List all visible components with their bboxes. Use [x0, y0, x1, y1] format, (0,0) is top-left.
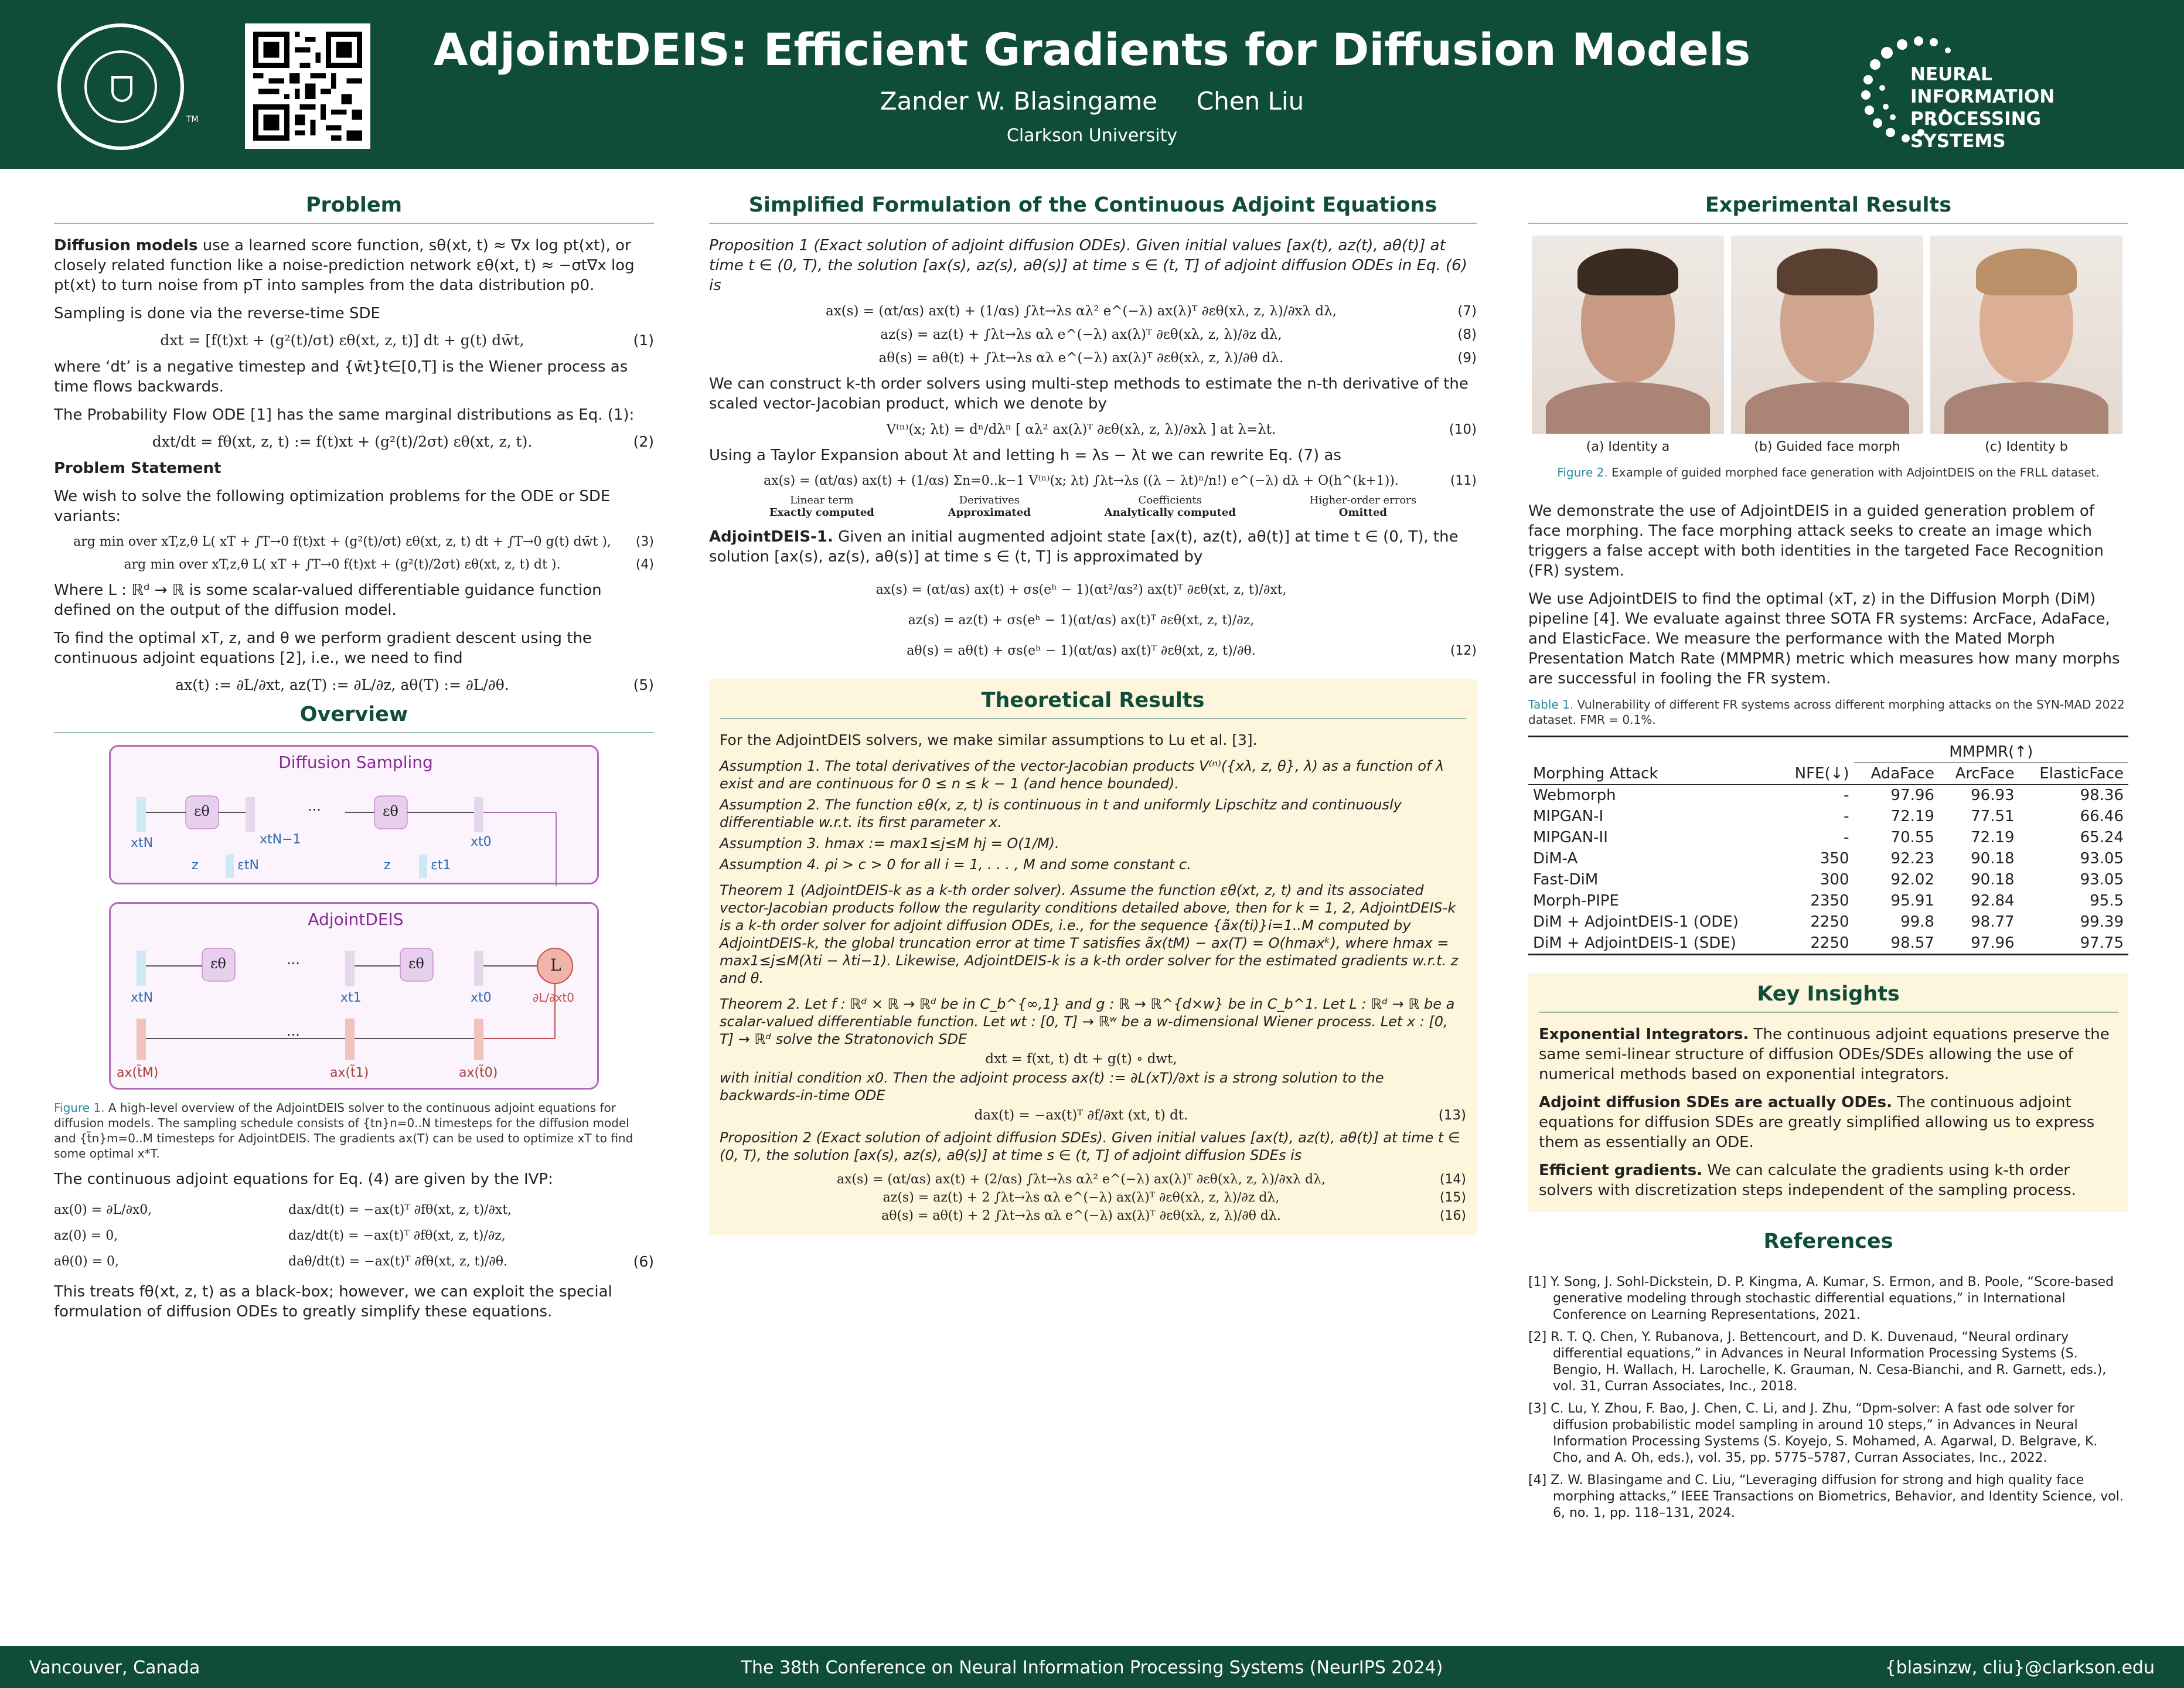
table-cell: 92.23 [1890, 850, 1934, 867]
section-title-overview: Overview [54, 703, 654, 733]
problem-guidance: Where L : ℝᵈ → ℝ is some scalar-valued differentiable guidance function defined on the output of the diffusion model. [54, 581, 602, 619]
footer-email[interactable]: {blasinzw, cliu}@clarkson.edu [1885, 1658, 2155, 1678]
theorem-2-cont: with initial condition x0. Then the adjoint process ax(t) := ∂L(xT)/∂xt is a strong solution to the backwards-in-time ODE [720, 1070, 1384, 1104]
poster-title: AdjointDEIS: Efficient Gradients for Diffusion Models [433, 23, 1751, 76]
table-cell: 65.24 [2080, 829, 2124, 846]
table-1-caption: Table 1. Vulnerability of different FR systems across different morphing attacks on the SYN-MAD 2022 dataset. FMR = 0.1%. [1528, 697, 2125, 727]
experiments-intro: We demonstrate the use of AdjointDEIS in a guided generation problem of face morphing. The face morphing attack seeks to create an image which triggers a false accept with both identities in the targeted Face Recognition (FR) system. [1528, 502, 2104, 580]
table-cell: DiM-A [1533, 850, 1578, 867]
problem-sampling: Sampling is done via the reverse-time SDE [54, 305, 380, 322]
table-cell: Fast-DiM [1533, 871, 1599, 889]
reference-list [1528, 1274, 2128, 1522]
table-cell: 93.05 [2080, 850, 2124, 867]
reference-item: [4] Z. W. Blasingame and C. Liu, “Leveraging diffusion for strong and high quality face morphing attacks,” IEEE Transactions on Biometrics, Behavior, and Identity Science, vol. 6, no. 1, pp. 118–131, 2024. [1528, 1473, 2124, 1520]
table-cell: 97.75 [2080, 934, 2124, 952]
assumption-3: Assumption 3. hmax := max1≤j≤M hj = O(1/M). [720, 835, 1059, 852]
table-cell: 2250 [1810, 934, 1849, 952]
table-cell: 70.55 [1890, 829, 1934, 846]
insight-3: Efficient gradients. We can calculate the gradients using k-th order solvers with discretization steps independent of the sampling process. [1539, 1162, 2076, 1199]
theorem-1: Theorem 1 (AdjointDEIS-k as a k-th order solver). Assume the function εθ(xt, z, t) and its associated vector-Jacobian products follow the regularity conditions detailed above, then for k = 1, 2, AdjointDEIS-k is a k-th order solver for adjoint diffusion ODEs, i.e., for the sequence {ãx(ti)}i=1..M computed by AdjointDEIS-k, the global truncation error at time T satisfies ãx(tM) − ax(T) = O(hmaxᵏ), where hmax = max1≤j≤M(λti − λti−1). Likewise, AdjointDEIS-k is a k-th order solver for the estimated gradients w.r.t. z and θ. [720, 882, 1459, 986]
table-cell: 72.19 [1890, 808, 1934, 825]
reference-item: [3] C. Lu, Y. Zhou, F. Bao, J. Chen, C. Li, and J. Zhu, “Dpm-solver: A fast ode solver for diffusion probabilistic model sampling in around 10 steps,” in Advances in Neural Information Processing Systems (S. Koyejo, S. Mohamed, A. Agarwal, D. Belgrave, K. Cho, and A. Oh, eds.), vol. 35, pp. 5775–5787, Curran Associates, Inc., 2022. [1528, 1401, 2098, 1465]
problem-statement-text: We wish to solve the following optimization problems for the ODE or SDE variants: [54, 488, 611, 525]
equation-6: ax(0) = ∂L/∂x0, dax/dt(t) = −ax(t)ᵀ ∂fθ(xt, z, t)/∂xt, az(0) = 0, daz/dt(t) = −ax(t)ᵀ ∂fθ(xt, z, t)/∂z, aθ(0) = 0, daθ/dt(t) = −ax(t)ᵀ ∂fθ(xt, z, t)/∂θ. (6) [54, 1203, 654, 1270]
theorem-2: Theorem 2. Let f : ℝᵈ × ℝ → ℝᵈ be in C_b^{∞,1} and g : ℝ → ℝ^{d×w} be in C_b^1. Let L : ℝᵈ → ℝ be a scalar-valued differentiable function. Let wt : [0, T] → ℝʷ be a w-dimensional Wiener process. Let x : [0, T] → ℝᵈ solve the Stratonovich SDE [720, 996, 1455, 1047]
section-title-insights: Key Insights [1539, 982, 2118, 1013]
table-body [1528, 785, 2128, 955]
neurips-logo-text: NEURAL INFORMATION PROCESSING SYSTEMS [1910, 64, 2055, 152]
problem-gradient: To find the optimal xT, z, and θ we perform gradient descent using the continuous adjoint equations [2], i.e., we need to find [54, 629, 592, 667]
table-row [1528, 806, 2128, 827]
face-identity-a [1532, 236, 1724, 434]
table-cell: - [1844, 808, 1849, 825]
equation-3: arg min over xT,z,θ L( xT + ∫T→0 f(t)xt + (g²(t)/σt) εθ(xt, z, t) dt + ∫T→0 g(t) dw̄t ), (3) [73, 535, 654, 549]
table-cell: 99.39 [2080, 913, 2124, 931]
trademark-mark: TM [186, 115, 199, 124]
table-cell: 92.02 [1890, 871, 1934, 889]
key-insights-box [1528, 973, 2128, 1212]
shield-icon [111, 76, 132, 102]
section-title-references: References [1763, 1230, 1893, 1253]
section-title-problem: Problem [54, 193, 654, 224]
assumption-4: Assumption 4. ρi > c > 0 for all i = 1, . . . , M and some constant c. [720, 856, 1191, 873]
equation-14: ax(s) = (αt/αs) ax(t) + (2/αs) ∫λt→λs αλ² e^(−λ) ax(λ)ᵀ ∂εθ(xλ, z, λ)/∂xλ dλ, (14) [836, 1172, 1466, 1187]
equation-10: V⁽ⁿ⁾(x; λt) = dⁿ/dλⁿ [ αλ² ax(λ)ᵀ ∂εθ(xλ, z, λ)/∂xλ ] at λ=λt. (10) [886, 422, 1477, 437]
black-box-text: This treats fθ(xt, z, t) as a black-box; however, we can exploit the special formulation of diffusion ODEs to greatly simplify these equations. [54, 1283, 612, 1321]
equation-11-braces: Linear term Exactly computed Derivatives Approximated Coefficients Analytically computed Higher-order errors Omitted [769, 494, 1417, 519]
table-cell: 90.18 [1971, 871, 2015, 889]
figure-2-subcaptions: (a) Identity a (b) Guided face morph (c) Identity b [1586, 440, 2068, 454]
table-cell: 93.05 [2080, 871, 2124, 889]
face-identity-b [1930, 236, 2122, 434]
footer-conference: The 38th Conference on Neural Information Processing Systems (NeurIPS 2024) [741, 1658, 1443, 1678]
solver-construction: We can construct k-th order solvers using multi-step methods to estimate the n-th derivative of the scaled vector-Jacobian product, which we denote by [709, 375, 1469, 413]
equation-5: ax(t) := ∂L/∂xt, az(T) := ∂L/∂z, aθ(T) := ∂L/∂θ. (5) [175, 676, 654, 693]
table-cell: 97.96 [1890, 787, 1934, 804]
table-header-row: Morphing Attack NFE(↓) AdaFace ArcFace ElasticFace [1528, 763, 2128, 785]
table-row [1528, 869, 2128, 890]
table-cell: 97.96 [1971, 934, 2015, 952]
table-cell: Webmorph [1533, 787, 1616, 804]
clarkson-seal-logo [57, 23, 184, 150]
equation-12: ax(s) = (αt/αs) ax(t) + σs(eʰ − 1)(αt²/αs²) ax(t)ᵀ ∂εθ(xt, z, t)/∂xt, az(s) = az(t) + σs(eʰ − 1)(αt/αs) ax(t)ᵀ ∂εθ(xt, z, t)/∂z, aθ(s) = aθ(t) + σs(eʰ − 1)(αt/αs) ax(t)ᵀ ∂εθ(xt, z, t)/∂θ. (12) [875, 583, 1477, 658]
assumption-1: Assumption 1. The total derivatives of the vector-Jacobian products V⁽ⁿ⁾({xλ, z, θ}, λ) as a function of λ exist and are continuous for 0 ≤ n ≤ k − 1 (and hence bounded). [720, 758, 1444, 792]
section-title-theory: Theoretical Results [720, 689, 1466, 719]
table-cell: 300 [1820, 871, 1849, 889]
table-cell: 98.57 [1890, 934, 1934, 952]
equation-11: ax(s) = (αt/αs) ax(t) + (1/αs) Σn=0..k−1 V⁽ⁿ⁾(x; λt) ∫λt→λs ((λ − λt)ⁿ/n!) e^(−λ) dλ + O(h^(k+1)). (11) [764, 474, 1477, 488]
equation-sde: dxt = f(xt, t) dt + g(t) ∘ dwt, [985, 1051, 1177, 1067]
table-cell: 2350 [1810, 892, 1849, 910]
table-cell: 98.36 [2080, 787, 2124, 804]
table-cell: 2250 [1810, 913, 1849, 931]
problem-where: where ‘dt’ is a negative timestep and {w̄t}t∈[0,T] is the Wiener process as time flows backwards. [54, 358, 628, 396]
table-cell: 92.84 [1971, 892, 2015, 910]
proposition-2: Proposition 2 (Exact solution of adjoint diffusion SDEs). Given initial values [ax(t), az(t), aθ(t)] at time t ∈ (0, T), the solution [ax(s), az(s), aθ(s)] at time s ∈ (t, T] of adjoint diffusion SDEs is [720, 1129, 1460, 1163]
experiments-method: We use AdjointDEIS to find the optimal (xT, z) in the Diffusion Morph (DiM) pipeline [4]. We evaluate against three SOTA FR systems: ArcFace, AdaFace, and ElasticFace. We measure the performance with the Mated Morph Presentation Match Rate (MMPMR) metric which measures how many morphs are successful in fooling the FR system. [1528, 590, 2120, 688]
equation-1: dxt = [f(t)xt + (g²(t)/σt) εθ(xt, z, t)] dt + g(t) dw̄t, (1) [160, 332, 654, 349]
insight-1: Exponential Integrators. The continuous adjoint equations preserve the same semi-linear structure of diffusion ODEs/SDEs allowing the use of numerical methods based on exponential integrators. [1539, 1026, 2110, 1083]
taylor-text: Using a Taylor Expansion about λt and letting h = λs − λt we can rewrite Eq. (7) as [709, 447, 1341, 464]
table-cell: 95.91 [1890, 892, 1934, 910]
table-cell: 96.93 [1971, 787, 2015, 804]
table-cell: 95.5 [2090, 892, 2124, 910]
equation-2: dxt/dt = fθ(xt, z, t) := f(t)xt + (g²(t)/2σt) εθ(xt, z, t). (2) [152, 433, 654, 450]
table-cell: 90.18 [1971, 850, 2015, 867]
column-left [54, 193, 654, 1330]
table-cell: MIPGAN-I [1533, 808, 1604, 825]
table-cell: Morph-PIPE [1533, 892, 1619, 910]
table-row [1528, 848, 2128, 869]
figure-2 [1528, 236, 2128, 434]
diffusion-sampling-panel: Diffusion Sampling εθ εθ ··· xtN z εtN xtN−1 z εt1 xt0 [109, 745, 599, 884]
problem-intro: Diffusion models use a learned score function, sθ(xt, t) ≈ ∇x log pt(xt), or closely related function like a noise-prediction network εθ(xt, t) ≈ −σt∇x log pt(xt) to turn noise from pT into samples from the data distribution p0. [54, 237, 635, 294]
table-cell: - [1844, 787, 1849, 804]
section-title-experiments: Experimental Results [1528, 193, 2128, 224]
footer-location: Vancouver, Canada [29, 1658, 200, 1678]
affiliation: Clarkson University [1006, 125, 1178, 146]
table-cell: 77.51 [1971, 808, 2015, 825]
figure-1-caption: Figure 1. A high-level overview of the AdjointDEIS solver to the continuous adjoint equations for diffusion models. The sampling schedule consists of {tn}n=0..N timesteps for the diffusion model and {t̃n}m=0..M timesteps for AdjointDEIS. The gradients ax(T) can be used to optimize xT to find some optimal x*T. [54, 1101, 633, 1160]
problem-pf-ode: The Probability Flow ODE [1] has the same marginal distributions as Eq. (1): [54, 406, 635, 424]
table-cell: 72.19 [1971, 829, 2015, 846]
equation-16: aθ(s) = aθ(t) + 2 ∫λt→λs αλ e^(−λ) ax(λ)ᵀ ∂εθ(xλ, z, λ)/∂θ dλ. (16) [881, 1209, 1466, 1223]
equation-13: dax(t) = −ax(t)ᵀ ∂f/∂xt (xt, t) dt. (13) [974, 1108, 1466, 1123]
authors: Zander W. Blasingame Chen Liu [880, 87, 1304, 115]
qr-code[interactable] [245, 23, 370, 149]
problem-statement-title: Problem Statement [54, 460, 222, 477]
face-guided-morph [1731, 236, 1923, 434]
table-cell: - [1844, 829, 1849, 846]
adjointdeis-1-definition: AdjointDEIS-1. Given an initial augmented adjoint state [ax(t), az(t), aθ(t)] at time t ∈ (0, T), the solution [ax(s), az(s), aθ(s)] at time s ∈ (t, T] is approximated by [709, 528, 1459, 566]
table-row [1528, 933, 2128, 955]
equation-15: az(s) = az(t) + 2 ∫λt→λs αλ e^(−λ) ax(λ)ᵀ ∂εθ(xλ, z, λ)/∂z dλ, (15) [883, 1190, 1466, 1205]
poster-header [0, 0, 2184, 169]
proposition-1: Proposition 1 (Exact solution of adjoint diffusion ODEs). Given initial values [ax(t), az(t), aθ(t)] at time t ∈ (0, T), the solution [ax(s), az(s), aθ(s)] at time s ∈ (t, T] of adjoint diffusion ODEs in Eq. (6) is [709, 237, 1467, 294]
reference-item: [2] R. T. Q. Chen, Y. Rubanova, J. Bettencourt, and D. K. Duvenaud, “Neural ordinary differential equations,” in Advances in Neural Information Processing Systems (S. Bengio, H. Wallach, H. Larochelle, K. Grauman, N. Cesa-Bianchi, and R. Garnett, eds.), vol. 31, Curran Associates, Inc., 2018. [1528, 1330, 2107, 1394]
adjointdeis-panel: AdjointDEIS εθ εθ L ··· ··· xtN xt1 xt0 ∂L/∂xt0 ax(t̃M) ax(t̃1) ax(t̃0) [109, 902, 599, 1090]
table-row [1528, 785, 2128, 806]
poster-footer [0, 1646, 2184, 1688]
insight-2: Adjoint diffusion SDEs are actually ODEs. The continuous adjoint equations for diffusion SDEs are greatly simplified allowing us to express them as essentially an ODE. [1539, 1094, 2095, 1151]
table-cell: DiM + AdjointDEIS-1 (SDE) [1533, 934, 1736, 952]
equation-7: ax(s) = (αt/αs) ax(t) + (1/αs) ∫λt→λs αλ² e^(−λ) ax(λ)ᵀ ∂εθ(xλ, z, λ)/∂xλ dλ, (7) [826, 304, 1477, 319]
equation-9: aθ(s) = aθ(t) + ∫λt→λs αλ e^(−λ) ax(λ)ᵀ ∂εθ(xλ, z, λ)/∂θ dλ. (9) [878, 350, 1477, 366]
table-row [1528, 911, 2128, 933]
table-row [1528, 890, 2128, 911]
column-right [1528, 193, 2128, 1527]
table-cell: 350 [1820, 850, 1849, 867]
assumption-2: Assumption 2. The function εθ(x, z, t) is continuous in t and uniformly Lipschitz and continuously differentiable w.r.t. its first parameter x. [720, 797, 1402, 831]
diffusion-sampling-diagram [111, 747, 601, 886]
table-row [1528, 827, 2128, 848]
figure-2-caption: Figure 2. Example of guided morphed face generation with AdjointDEIS on the FRLL dataset. [1557, 465, 2100, 479]
equation-8: az(s) = az(t) + ∫λt→λs αλ e^(−λ) ax(λ)ᵀ ∂εθ(xλ, z, λ)/∂z dλ, (8) [880, 327, 1477, 342]
results-table: MMPMR(↑) Morphing Attack NFE(↓) AdaFace ArcFace ElasticFace Webmorph - 97.96 96.93 98.36 MIPGAN-I - 72.19 77.51 66.46 MIPGAN-II - 70.55 72.19 65.24 DiM-A 350 92.23 90.18 93.05 Fast-DiM 300 92.02 90.18 93.05 Morph-PIPE 2350 95.91 92.84 95.5 DiM + AdjointDEIS-1 (ODE) 2250 99.8 98.77 99.39 DiM + AdjointDEIS-1 (SDE) 2250 98.57 97.96 97.75 [1528, 736, 2128, 955]
table-cell: 66.46 [2080, 808, 2124, 825]
table-cell: MIPGAN-II [1533, 829, 1608, 846]
section-title-simplified: Simplified Formulation of the Continuous Adjoint Equations [709, 193, 1477, 224]
reference-item: [1] Y. Song, J. Sohl-Dickstein, D. P. Kingma, A. Kumar, S. Ermon, and B. Poole, “Score-based generative modeling through stochastic differential equations,” in International Conference on Learning Representations, 2021. [1528, 1275, 2114, 1322]
table-cell: 98.77 [1971, 913, 2015, 931]
equation-4: arg min over xT,z,θ L( xT + ∫T→0 f(t)xt + (g²(t)/2σt) εθ(xt, z, t) dt ). (4) [124, 557, 654, 572]
table-cell: 99.8 [1900, 913, 1934, 931]
table-cell: DiM + AdjointDEIS-1 (ODE) [1533, 913, 1739, 931]
figure-1 [109, 745, 599, 1104]
theoretical-results-box: Theoretical Results For the AdjointDEIS solvers, we make similar assumptions to Lu et al. [3]. Assumption 1. The total derivatives of the vector-Jacobian products V⁽ⁿ⁾({xλ, z, θ}, λ) as a function of λ exist and are continuous for 0 ≤ n ≤ k − 1 (and hence bounded). Assumption 2. The function εθ(x, z, t) is continuous in t and uniformly Lipschitz and continuously differentiable w.r.t. its first parameter x. Assumption 3. hmax := max1≤j≤M hj = O(1/M). Assumption 4. ρi > c > 0 for all i = 1, . . . , M and some constant c. Theorem 1 (AdjointDEIS-k as a k-th order solver). Assume the function εθ(xt, z, t) and its associated vector-Jacobian products follow the regularity conditions detailed above, then for k = 1, 2, AdjointDEIS-k is a k-th order solver for adjoint diffusion ODEs, i.e., for the sequence {ãx(ti)}i=1..M computed by AdjointDEIS-k, the global truncation error at time T satisfies ãx(tM) − ax(T) = O(hmaxᵏ), where hmax = max1≤j≤M(λti − λti−1). Likewise, AdjointDEIS-k is a k-th order solver for the estimated gradients w.r.t. z and θ. Theorem 2. Let f : ℝᵈ × ℝ → ℝᵈ be in C_b^{∞,1} and g : ℝ → ℝ^{d×w} be in C_b^1. Let L : ℝᵈ → ℝ be a scalar-valued differentiable function. Let wt : [0, T] → ℝʷ be a w-dimensional Wiener process. Let x : [0, T] → ℝᵈ solve the Stratonovich SDE dxt = f(xt, t) dt + g(t) ∘ dwt, with initial condition x0. Then the adjoint process ax(t) := ∂L(xT)/∂xt is a strong solution to the backwards-in-time ODE dax(t) = −ax(t)ᵀ ∂f/∂xt (xt, t) dt. (13) Proposition 2 (Exact solution of adjoint diffusion SDEs). Given initial values [ax(t), az(t), aθ(t)] at time t ∈ (0, T), the solution [ax(s), az(s), aθ(s)] at time s ∈ (t, T] of adjoint diffusion SDEs is ax(s) = (αt/αs) ax(t) + (2/αs) ∫λt→λs αλ² e^(−λ) ax(λ)ᵀ ∂εθ(xλ, z, λ)/∂xλ dλ, (14) az(s) = az(t) + 2 ∫λt→λs αλ e^(−λ) ax(λ)ᵀ ∂εθ(xλ, z, λ)/∂z dλ, (15) aθ(s) = aθ(t) + 2 ∫λt→λs αλ e^(−λ) ax(λ)ᵀ ∂εθ(xλ, z, λ)/∂θ dλ. (16) [709, 679, 1477, 1235]
ivp-intro: The continuous adjoint equations for Eq. (4) are given by the IVP: [54, 1170, 553, 1188]
column-middle [709, 193, 1477, 1235]
